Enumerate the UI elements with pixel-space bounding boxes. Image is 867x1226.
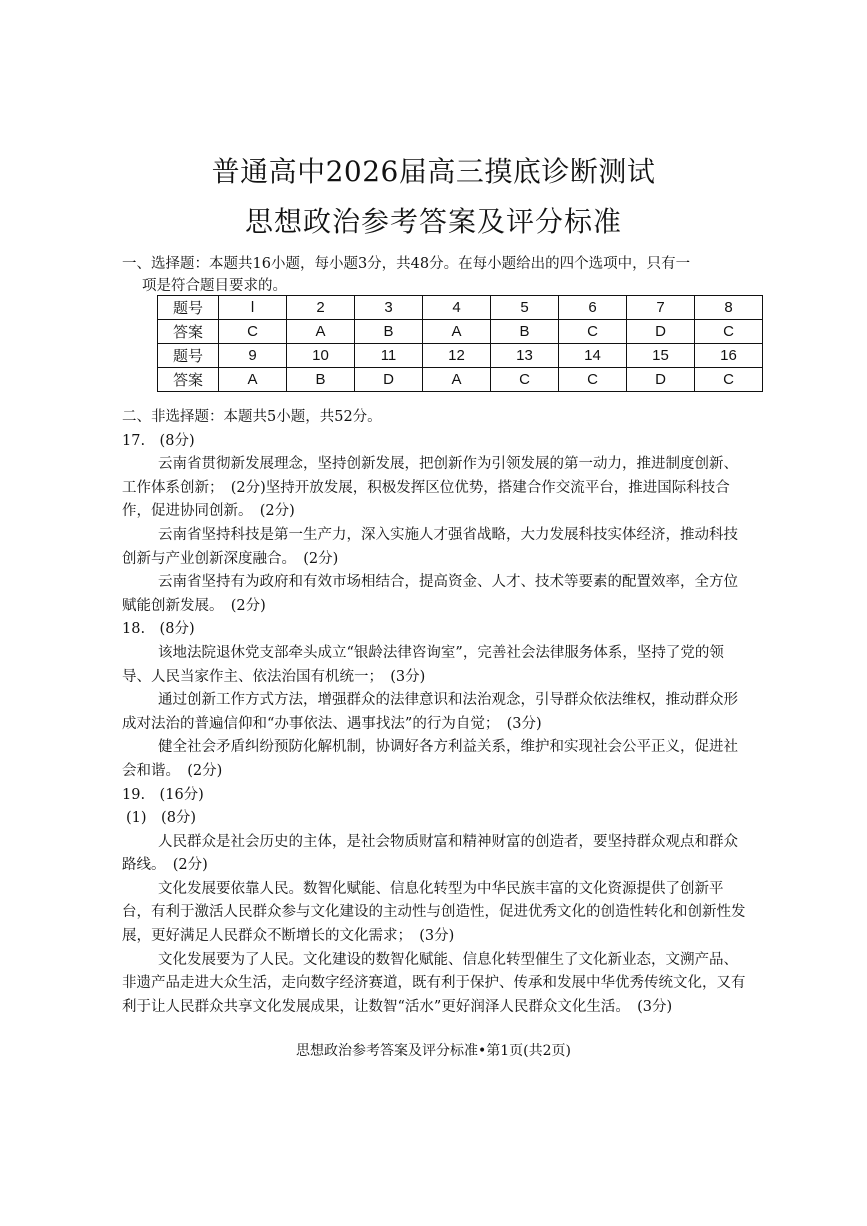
q18-paragraph-2: 通过创新工作方式方法，增强群众的法律意识和法治观念，引导群众依法维权，推动群众形成对法治的普遍信仰和“办事依法、遇事找法”的行为自觉； (3分) — [122, 692, 738, 732]
q19-subquestion-1: (1) (8分) — [126, 810, 197, 827]
table-cell: A — [219, 368, 287, 392]
table-cell: 4 — [423, 296, 491, 320]
answer-label: 答案 — [158, 320, 219, 344]
section-1-line-2: 项是符合题目要求的。 — [142, 278, 287, 294]
table-cell: B — [491, 320, 559, 344]
question-number-label: 题号 — [158, 344, 219, 368]
table-cell: 12 — [423, 344, 491, 368]
table-row — [158, 368, 763, 392]
q17-heading: 17. (8分) — [122, 432, 195, 449]
table-cell: 13 — [491, 344, 559, 368]
table-cell: A — [287, 320, 355, 344]
table-cell: 10 — [287, 344, 355, 368]
table-cell: 9 — [219, 344, 287, 368]
table-cell: 16 — [695, 344, 763, 368]
table-row — [158, 320, 763, 344]
table-cell: C — [219, 320, 287, 344]
table-row — [158, 296, 763, 320]
table-cell: l — [219, 296, 287, 320]
section-1-instructions — [122, 253, 752, 297]
document-title: 普通高中2026届高三摸底诊断测试 — [211, 155, 656, 188]
q19-heading: 19. (16分) — [122, 786, 204, 803]
table-cell: 5 — [491, 296, 559, 320]
table-cell: C — [695, 320, 763, 344]
q18-paragraph-3: 健全社会矛盾纠纷预防化解机制，协调好各方利益关系，维护和实现社会公平正义，促进社会和谐。 (2分) — [122, 739, 738, 779]
table-cell: C — [559, 320, 627, 344]
table-cell: D — [355, 368, 423, 392]
table-cell: 7 — [627, 296, 695, 320]
table-cell: 11 — [355, 344, 423, 368]
table-cell: C — [695, 368, 763, 392]
answer-table — [157, 295, 763, 392]
section-2-heading: 二、非选择题：本题共5小题，共52分。 — [122, 409, 382, 425]
table-cell: C — [559, 368, 627, 392]
table-cell: 3 — [355, 296, 423, 320]
q18-heading: 18. (8分) — [122, 621, 195, 638]
q19-paragraph-3: 文化发展要为了人民。文化建设的数智化赋能、信息化转型催生了文化新业态，文溯产品、非遗产品走进大众生活，走向数字经济赛道，既有利于保护、传承和发展中华优秀传统文化，又有利于让人民群众共享文化发展成果，让数智“活水”更好润泽人民群众文化生活。 (3分) — [122, 951, 746, 1015]
table-cell: 6 — [559, 296, 627, 320]
section-1-line-1: 一、选择题：本题共16小题，每小题3分，共48分。在每小题给出的四个选项中，只有一 — [122, 256, 691, 272]
table-cell: 2 — [287, 296, 355, 320]
table-cell: 8 — [695, 296, 763, 320]
table-cell: A — [423, 368, 491, 392]
q17-paragraph-2: 云南省坚持科技是第一生产力，深入实施人才强省战略，大力发展科技实体经济，推动科技创新与产业创新深度融合。 (2分) — [122, 526, 738, 567]
q17-paragraph-3: 云南省坚持有为政府和有效市场相结合，提高资金、人才、技术等要素的配置效率，全方位赋能创新发展。 (2分) — [122, 574, 738, 614]
q19-paragraph-2: 文化发展要依靠人民。数智化赋能、信息化转型为中华民族丰富的文化资源提供了创新平台，有利于激活人民群众参与文化建设的主动性与创造性，促进优秀文化的创造性转化和创新性发展，更好满足人民群众不断增长的文化需求； (3分) — [122, 880, 746, 945]
table-cell: 15 — [627, 344, 695, 368]
table-cell: 14 — [559, 344, 627, 368]
table-cell: A — [423, 320, 491, 344]
table-row — [158, 344, 763, 368]
table-cell: D — [627, 368, 695, 392]
answer-label: 答案 — [158, 368, 219, 392]
table-cell: B — [287, 368, 355, 392]
q17-paragraph-1: 云南省贯彻新发展理念，坚持创新发展，把创新作为引领发展的第一动力，推进制度创新、工作体系创新； (2分)坚持开放发展，积极发挥区位优势，搭建合作交流平台，推进国际科技合作，促进协同创新。 (2分) — [122, 456, 738, 520]
table-cell: B — [355, 320, 423, 344]
q19-paragraph-1: 人民群众是社会历史的主体，是社会物质财富和精神财富的创造者，要坚持群众观点和群众路线。 (2分) — [122, 833, 738, 874]
question-number-label: 题号 — [158, 296, 219, 320]
q18-paragraph-1: 该地法院退休党支部牵头成立“银龄法律咨询室”，完善社会法律服务体系，坚持了党的领导、人民当家作主、依法治国有机统一； (3分) — [122, 644, 724, 685]
document-subtitle: 思想政治参考答案及评分标准 — [244, 205, 622, 238]
table-cell: D — [627, 320, 695, 344]
page-footer: 思想政治参考答案及评分标准•第1页(共2页) — [296, 1043, 571, 1059]
table-cell: C — [491, 368, 559, 392]
answer-body — [122, 406, 752, 1019]
